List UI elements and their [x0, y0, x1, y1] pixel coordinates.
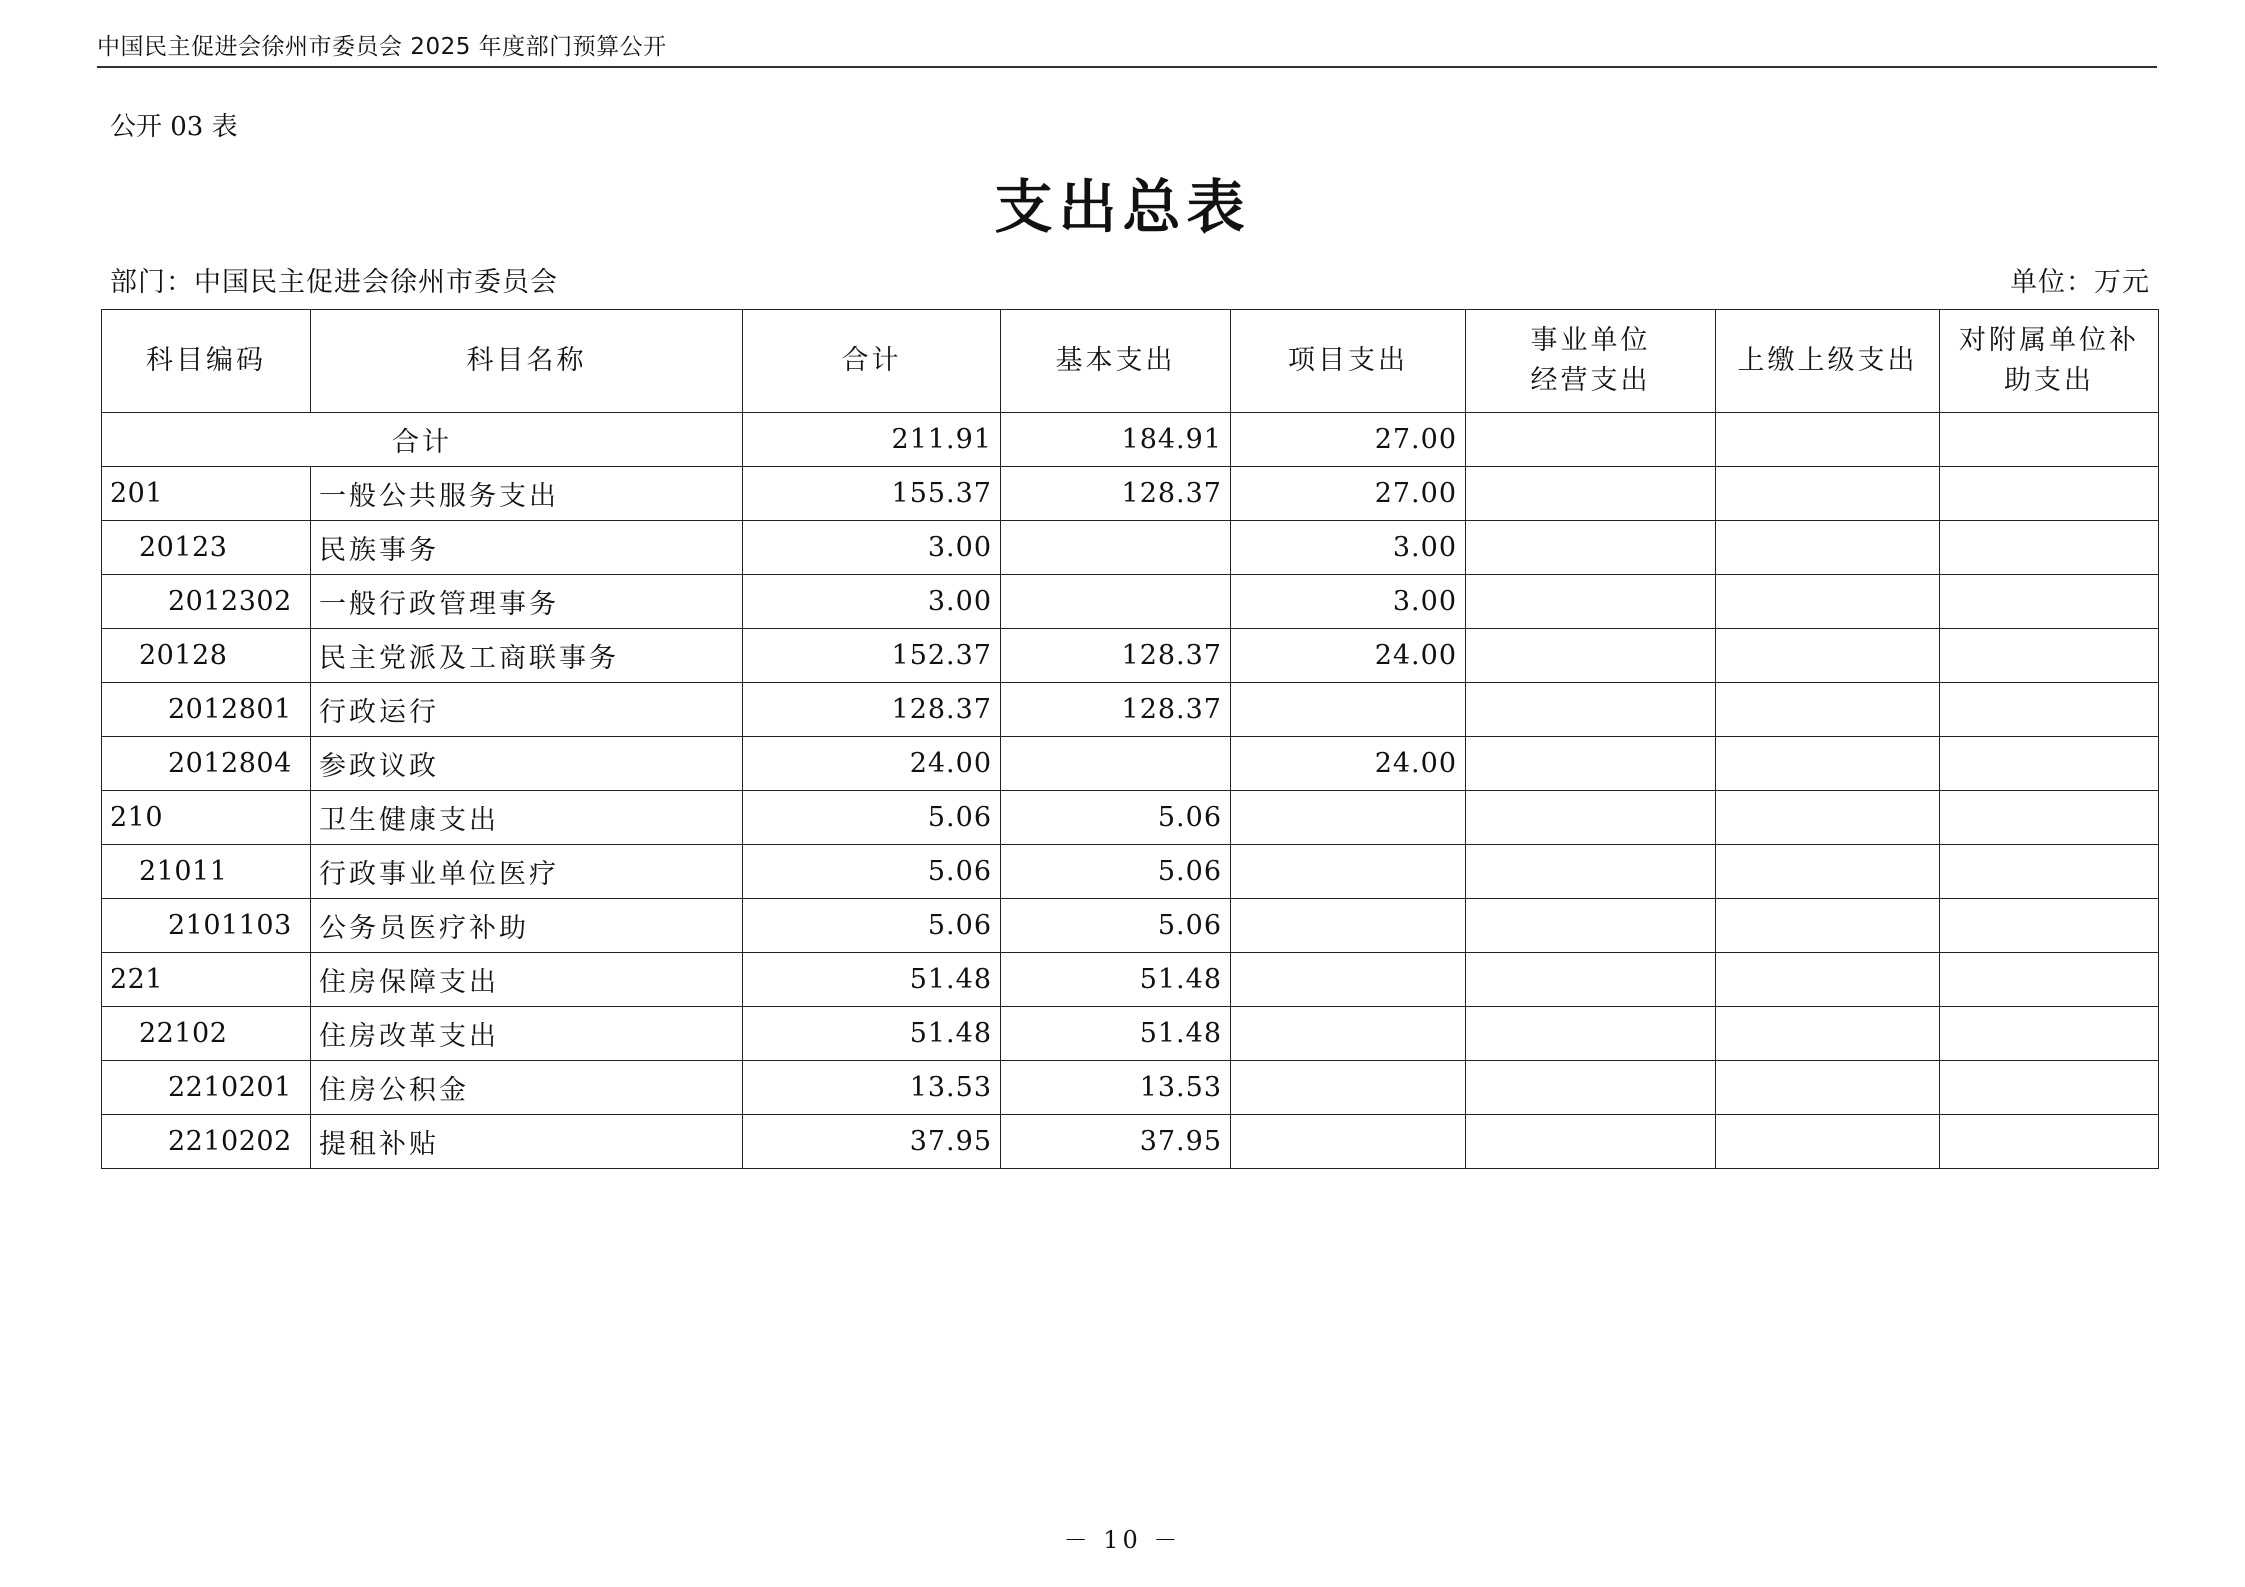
- cell-subsidy: [1940, 1115, 2159, 1169]
- cell-enterprise: [1466, 845, 1716, 899]
- cell-upper: [1716, 791, 1940, 845]
- cell-subsidy: [1940, 467, 2159, 521]
- table-row: [102, 1061, 2159, 1115]
- cell-project: [1231, 1061, 1466, 1115]
- cell-name: 住房公积金: [311, 1061, 743, 1115]
- cell-code: 21011: [102, 845, 311, 899]
- cell-code: 22102: [102, 1007, 311, 1061]
- header-divider: [97, 66, 2157, 68]
- cell-subsidy: [1940, 575, 2159, 629]
- cell-upper: [1716, 737, 1940, 791]
- cell-subsidy: [1940, 845, 2159, 899]
- table-row: [102, 791, 2159, 845]
- col-header-enterprise-line2: 经营支出: [1530, 365, 1651, 396]
- cell-project: [1231, 953, 1466, 1007]
- cell-project: 3.00: [1231, 521, 1466, 575]
- total-row-project: 27.00: [1231, 413, 1466, 467]
- col-header-enterprise-line1: 事业单位: [1530, 325, 1651, 356]
- cell-project: 24.00: [1231, 629, 1466, 683]
- cell-code: 210: [102, 791, 311, 845]
- cell-name: 公务员医疗补助: [311, 899, 743, 953]
- cell-subsidy: [1940, 737, 2159, 791]
- cell-enterprise: [1466, 575, 1716, 629]
- cell-project: [1231, 845, 1466, 899]
- cell-basic: 128.37: [1001, 467, 1231, 521]
- cell-upper: [1716, 1007, 1940, 1061]
- cell-name: 行政运行: [311, 683, 743, 737]
- cell-code: 2012804: [102, 737, 311, 791]
- cell-upper: [1716, 845, 1940, 899]
- cell-name: 参政议政: [311, 737, 743, 791]
- cell-name: 住房改革支出: [311, 1007, 743, 1061]
- total-row-upper: [1716, 413, 1940, 467]
- table-row: [102, 1115, 2159, 1169]
- col-header-enterprise: [1466, 310, 1716, 413]
- cell-enterprise: [1466, 629, 1716, 683]
- col-header-total: 合计: [743, 310, 1001, 413]
- col-header-name: 科目名称: [311, 310, 743, 413]
- cell-total: 128.37: [743, 683, 1001, 737]
- cell-basic: 5.06: [1001, 899, 1231, 953]
- page-title: 支出总表: [994, 173, 1251, 241]
- cell-total: 5.06: [743, 845, 1001, 899]
- cell-project: [1231, 791, 1466, 845]
- cell-code: 2210202: [102, 1115, 311, 1169]
- col-header-subsidy-line1: 对附属单位补: [1959, 325, 2139, 356]
- cell-total: 13.53: [743, 1061, 1001, 1115]
- cell-project: 3.00: [1231, 575, 1466, 629]
- cell-project: 24.00: [1231, 737, 1466, 791]
- cell-project: 27.00: [1231, 467, 1466, 521]
- cell-enterprise: [1466, 953, 1716, 1007]
- table-row: [102, 1007, 2159, 1061]
- cell-upper: [1716, 683, 1940, 737]
- cell-basic: 51.48: [1001, 953, 1231, 1007]
- cell-enterprise: [1466, 683, 1716, 737]
- col-header-upper: 上缴上级支出: [1716, 310, 1940, 413]
- cell-code: 2101103: [102, 899, 311, 953]
- cell-name: 一般行政管理事务: [311, 575, 743, 629]
- table-row: [102, 845, 2159, 899]
- cell-enterprise: [1466, 737, 1716, 791]
- cell-basic: 128.37: [1001, 683, 1231, 737]
- cell-upper: [1716, 1115, 1940, 1169]
- cell-enterprise: [1466, 1061, 1716, 1115]
- cell-subsidy: [1940, 953, 2159, 1007]
- cell-total: 3.00: [743, 521, 1001, 575]
- total-row-basic: 184.91: [1001, 413, 1231, 467]
- table-row: [102, 575, 2159, 629]
- col-header-subsidy: [1940, 310, 2159, 413]
- cell-upper: [1716, 899, 1940, 953]
- cell-enterprise: [1466, 899, 1716, 953]
- cell-basic: 5.06: [1001, 845, 1231, 899]
- unit-label: 单位：万元: [2010, 267, 2150, 298]
- cell-code: 20128: [102, 629, 311, 683]
- table-number: 公开 03 表: [110, 112, 238, 142]
- cell-upper: [1716, 629, 1940, 683]
- col-header-code: 科目编码: [102, 310, 311, 413]
- cell-basic: 13.53: [1001, 1061, 1231, 1115]
- col-header-project: 项目支出: [1231, 310, 1466, 413]
- cell-project: [1231, 1115, 1466, 1169]
- expenditure-table: [101, 309, 2159, 1169]
- cell-subsidy: [1940, 1007, 2159, 1061]
- total-row: [102, 413, 2159, 467]
- cell-name: 提租补贴: [311, 1115, 743, 1169]
- cell-enterprise: [1466, 521, 1716, 575]
- cell-code: 2210201: [102, 1061, 311, 1115]
- cell-code: 2012302: [102, 575, 311, 629]
- cell-subsidy: [1940, 683, 2159, 737]
- cell-name: 一般公共服务支出: [311, 467, 743, 521]
- table-row: [102, 953, 2159, 1007]
- cell-total: 5.06: [743, 791, 1001, 845]
- cell-project: [1231, 1007, 1466, 1061]
- cell-basic: [1001, 737, 1231, 791]
- cell-total: 51.48: [743, 953, 1001, 1007]
- department-label: 部门：中国民主促进会徐州市委员会: [110, 267, 558, 298]
- col-header-basic: 基本支出: [1001, 310, 1231, 413]
- cell-name: 行政事业单位医疗: [311, 845, 743, 899]
- cell-total: 51.48: [743, 1007, 1001, 1061]
- cell-project: [1231, 683, 1466, 737]
- table-row: [102, 899, 2159, 953]
- cell-basic: 5.06: [1001, 791, 1231, 845]
- total-row-enterprise: [1466, 413, 1716, 467]
- cell-code: 20123: [102, 521, 311, 575]
- cell-upper: [1716, 467, 1940, 521]
- cell-code: 221: [102, 953, 311, 1007]
- cell-basic: 37.95: [1001, 1115, 1231, 1169]
- total-row-label: 合计: [102, 413, 743, 467]
- table-row: [102, 521, 2159, 575]
- cell-total: 152.37: [743, 629, 1001, 683]
- cell-upper: [1716, 953, 1940, 1007]
- table-row: [102, 683, 2159, 737]
- cell-code: 2012801: [102, 683, 311, 737]
- cell-subsidy: [1940, 791, 2159, 845]
- cell-total: 24.00: [743, 737, 1001, 791]
- cell-name: 卫生健康支出: [311, 791, 743, 845]
- cell-project: [1231, 899, 1466, 953]
- cell-subsidy: [1940, 521, 2159, 575]
- document-header: 中国民主促进会徐州市委员会 2025 年度部门预算公开: [97, 34, 667, 60]
- page-number: － 10 －: [1063, 1526, 1182, 1554]
- total-row-subsidy: [1940, 413, 2159, 467]
- cell-total: 5.06: [743, 899, 1001, 953]
- cell-subsidy: [1940, 1061, 2159, 1115]
- cell-upper: [1716, 1061, 1940, 1115]
- cell-basic: [1001, 521, 1231, 575]
- cell-basic: 128.37: [1001, 629, 1231, 683]
- cell-enterprise: [1466, 467, 1716, 521]
- cell-enterprise: [1466, 1115, 1716, 1169]
- cell-enterprise: [1466, 791, 1716, 845]
- total-row-total: 211.91: [743, 413, 1001, 467]
- cell-name: 民族事务: [311, 521, 743, 575]
- cell-total: 3.00: [743, 575, 1001, 629]
- cell-upper: [1716, 575, 1940, 629]
- cell-enterprise: [1466, 1007, 1716, 1061]
- cell-basic: 51.48: [1001, 1007, 1231, 1061]
- table-header-row: [102, 310, 2159, 413]
- cell-subsidy: [1940, 629, 2159, 683]
- table-row: [102, 629, 2159, 683]
- cell-code: 201: [102, 467, 311, 521]
- cell-basic: [1001, 575, 1231, 629]
- table-row: [102, 737, 2159, 791]
- cell-total: 155.37: [743, 467, 1001, 521]
- col-header-subsidy-line2: 助支出: [2004, 365, 2094, 396]
- cell-name: 民主党派及工商联事务: [311, 629, 743, 683]
- table-row: [102, 467, 2159, 521]
- cell-total: 37.95: [743, 1115, 1001, 1169]
- cell-subsidy: [1940, 899, 2159, 953]
- cell-upper: [1716, 521, 1940, 575]
- cell-name: 住房保障支出: [311, 953, 743, 1007]
